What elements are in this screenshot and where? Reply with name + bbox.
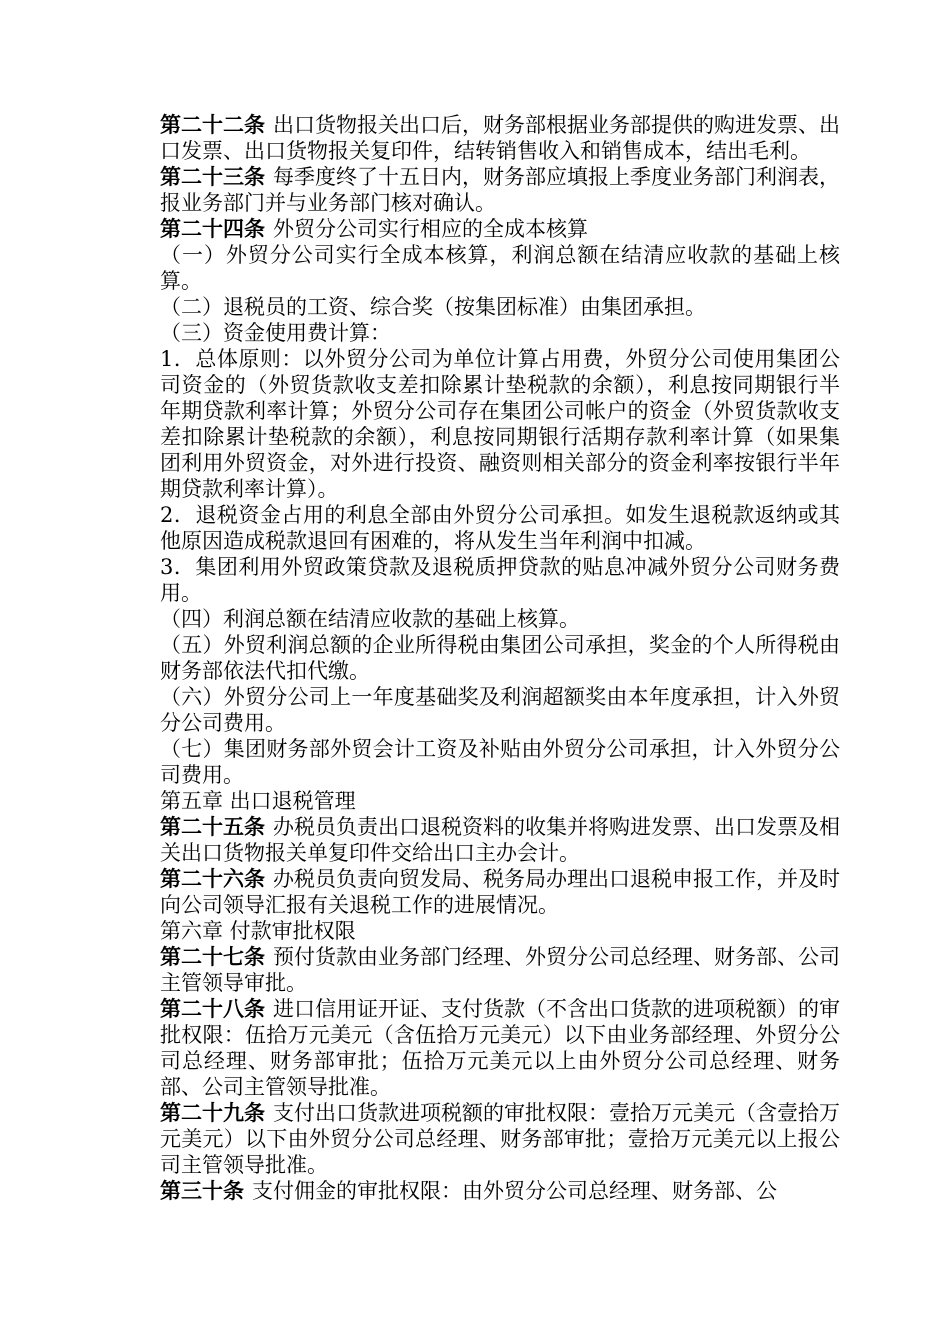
article-29 xyxy=(160,1100,840,1178)
article-number: 第三十条 xyxy=(160,1178,244,1203)
chapter-6-heading: 第六章 付款审批权限 xyxy=(160,919,356,943)
article-25 xyxy=(160,814,840,866)
article-text: 外贸分公司实行相应的全成本核算 xyxy=(273,217,588,241)
sub-clause-3: 3．集团利用外贸政策贷款及退税质押贷款的贴息冲减外贸分公司财务费用。 xyxy=(160,555,840,605)
article-27 xyxy=(160,944,840,996)
article-text: 支付出口货款进项税额的审批权限：壹拾万元美元（含壹拾万元美元）以下由外贸分公司总经理、财务部审批；壹拾万元美元以上报公司主管领导批准。 xyxy=(160,1101,840,1177)
article-26 xyxy=(160,866,840,918)
article-text: 每季度终了十五日内，财务部应填报上季度业务部门利润表，报业务部门并与业务部门核对确认。 xyxy=(160,165,840,215)
article-text: 支付佣金的审批权限：由外贸分公司总经理、财务部、公 xyxy=(252,1179,777,1203)
article-text: 出口货物报关出口后，财务部根据业务部提供的购进发票、出口发票、出口货物报关复印件，结转销售收入和销售成本，结出毛利。 xyxy=(160,113,840,163)
article-number: 第二十四条 xyxy=(160,216,265,241)
article-text: 办税员负责出口退税资料的收集并将购进发票、出口发票及相关出口货物报关单复印件交给出口主办会计。 xyxy=(160,815,840,865)
article-number: 第二十三条 xyxy=(160,164,265,189)
chapter-5-heading: 第五章 出口退税管理 xyxy=(160,789,356,813)
clause-4: （四）利润总额在结清应收款的基础上核算。 xyxy=(160,607,580,631)
article-text: 办税员负责向贸发局、税务局办理出口退税申报工作，并及时向公司领导汇报有关退税工作的进展情况。 xyxy=(160,867,840,917)
sub-clause-1: 1．总体原则：以外贸分公司为单位计算占用费，外贸分公司使用集团公司资金的（外贸货款收支差扣除累计垫税款的余额），利息按同期银行半年期贷款利率计算；外贸分公司存在集团公司帐户的资金（外贸货款收支差扣除累计垫税款的余额），利息按同期银行活期存款利率计算（如果集团利用外贸资金，对外进行投资、融资则相关部分的资金利率按银行半年期贷款利率计算）。 xyxy=(160,347,840,501)
document-page xyxy=(160,112,840,1204)
article-number: 第二十六条 xyxy=(160,866,265,891)
article-28 xyxy=(160,996,840,1100)
clause-6: （六）外贸分公司上一年度基础奖及利润超额奖由本年度承担，计入外贸分公司费用。 xyxy=(160,685,840,735)
article-24 xyxy=(160,216,840,242)
article-text: 预付货款由业务部门经理、外贸分公司总经理、财务部、公司主管领导审批。 xyxy=(160,945,840,995)
article-23 xyxy=(160,164,840,216)
article-text: 进口信用证开证、支付货款（不含出口货款的进项税额）的审批权限：伍拾万元美元（含伍拾万元美元）以下由业务部经理、外贸分公司总经理、财务部审批；伍拾万元美元以上由外贸分公司总经理、财务部、公司主管领导批准。 xyxy=(160,997,840,1099)
article-number: 第二十二条 xyxy=(160,112,265,137)
clause-3: （三）资金使用费计算： xyxy=(160,321,391,345)
article-22 xyxy=(160,112,840,164)
clause-7: （七）集团财务部外贸会计工资及补贴由外贸分公司承担，计入外贸分公司费用。 xyxy=(160,737,840,787)
article-number: 第二十九条 xyxy=(160,1100,265,1125)
clause-2: （二）退税员的工资、综合奖（按集团标准）由集团承担。 xyxy=(160,295,706,319)
sub-clause-2: 2．退税资金占用的利息全部由外贸分公司承担。如发生退税款返纳或其他原因造成税款退回有困难的，将从发生当年利润中扣减。 xyxy=(160,503,840,553)
article-30 xyxy=(160,1178,840,1204)
article-number: 第二十五条 xyxy=(160,814,265,839)
clause-5: （五）外贸利润总额的企业所得税由集团公司承担，奖金的个人所得税由财务部依法代扣代缴。 xyxy=(160,633,840,683)
clause-1: （一）外贸分公司实行全成本核算，利润总额在结清应收款的基础上核算。 xyxy=(160,243,840,293)
article-number: 第二十八条 xyxy=(160,996,265,1021)
article-number: 第二十七条 xyxy=(160,944,265,969)
